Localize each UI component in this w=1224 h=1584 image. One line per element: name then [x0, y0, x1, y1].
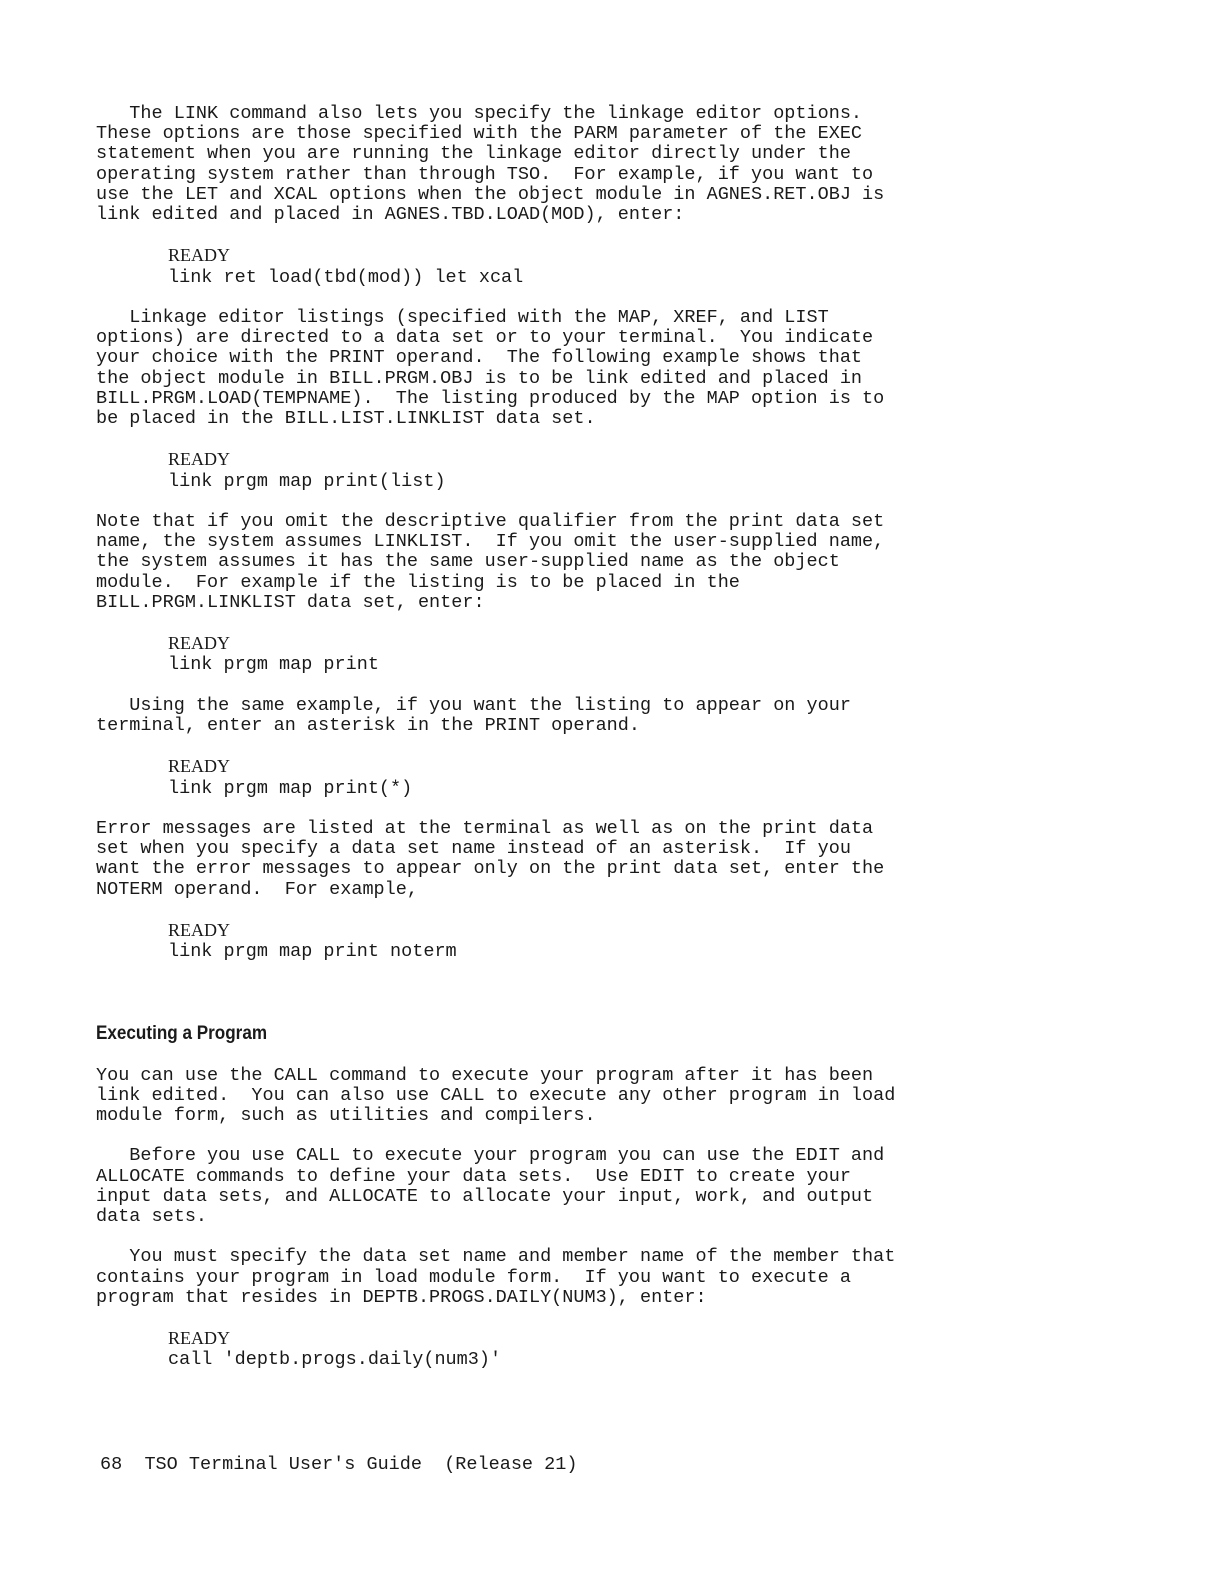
example-link-print-list: [96, 449, 986, 491]
example-call: [96, 1328, 986, 1370]
example-link-print-asterisk: [96, 756, 986, 798]
ready-prompt: READY: [168, 245, 230, 266]
example-link-let-xcal: [96, 245, 986, 287]
command-line: link prgm map print noterm: [168, 941, 457, 963]
command-line: call 'deptb.progs.daily(num3)': [168, 1349, 502, 1371]
page-number: 68: [100, 1454, 123, 1475]
command-line: link prgm map print(list): [168, 470, 446, 492]
command-line: link ret load(tbd(mod)) let xcal: [168, 266, 524, 288]
paragraph-link-options: The LINK command also lets you specify the linkage editor options. These options are those specified with the PARM parameter of the EXEC statement when you are running the linkage editor directly under the operating system rather than through TSO. For example, if you want to use the LET and XCAL options when the object module in AGNES.RET.OBJ is link edited and placed in AGNES.TBD.LOAD(MOD), enter:: [96, 103, 885, 226]
paragraph-call-command: You can use the CALL command to execute your program after it has been link edited. You can also use CALL to execute any other program in load module form, such as utilities and compilers.: [96, 1064, 896, 1126]
paragraph-terminal-listing: Using the same example, if you want the listing to appear on your terminal, enter an asterisk in the PRINT operand.: [96, 694, 851, 736]
paragraph-linkage-listings: Linkage editor listings (specified with the MAP, XREF, and LIST options) are directed to a data set or to your terminal. You indicate your choice with the PRINT operand. The following example shows that the object module in BILL.PRGM.OBJ is to be link edited and placed in BILL.PRGM.LOAD(TEMPNAME). The listing produced by the MAP option is to be placed in the BILL.LIST.LINKLIST data set.: [96, 307, 885, 430]
section-heading: Executing a Program: [96, 1022, 268, 1044]
footer-release: (Release 21): [444, 1454, 578, 1475]
ready-prompt: READY: [168, 449, 230, 470]
document-page: [96, 104, 986, 1391]
ready-prompt: READY: [168, 633, 230, 654]
ready-prompt: READY: [168, 919, 230, 940]
paragraph-before-call: Before you use CALL to execute your program you can use the EDIT and ALLOCATE commands to define your data sets. Use EDIT to create your input data sets, and ALLOCATE to allocate your input, work, and output data sets.: [96, 1145, 885, 1227]
example-link-noterm: [96, 920, 986, 962]
ready-prompt: READY: [168, 756, 230, 777]
page-footer: [100, 1454, 577, 1476]
ready-prompt: READY: [168, 1328, 230, 1349]
command-line: link prgm map print: [168, 654, 379, 676]
paragraph-member-name: You must specify the data set name and member name of the member that contains your program in load module form. If you want to execute a program that resides in DEPTB.PROGS.DAILY(NUM3), enter:: [96, 1246, 896, 1308]
paragraph-descriptive-qualifier: Note that if you omit the descriptive qualifier from the print data set name, the system assumes LINKLIST. If you omit the user-supplied name, the system assumes it has the same user-supplied name as the object module. For example if the listing is to be placed in the BILL.PRGM.LINKLIST data set, enter:: [96, 511, 885, 613]
paragraph-error-messages: Error messages are listed at the terminal as well as on the print data set when you specify a data set name instead of an asterisk. If you want the error messages to appear only on the print data set, enter the NOTERM operand. For example,: [96, 817, 885, 900]
footer-title: TSO Terminal User's Guide: [144, 1454, 422, 1475]
command-line: link prgm map print(*): [168, 777, 413, 799]
example-link-print: [96, 633, 986, 675]
